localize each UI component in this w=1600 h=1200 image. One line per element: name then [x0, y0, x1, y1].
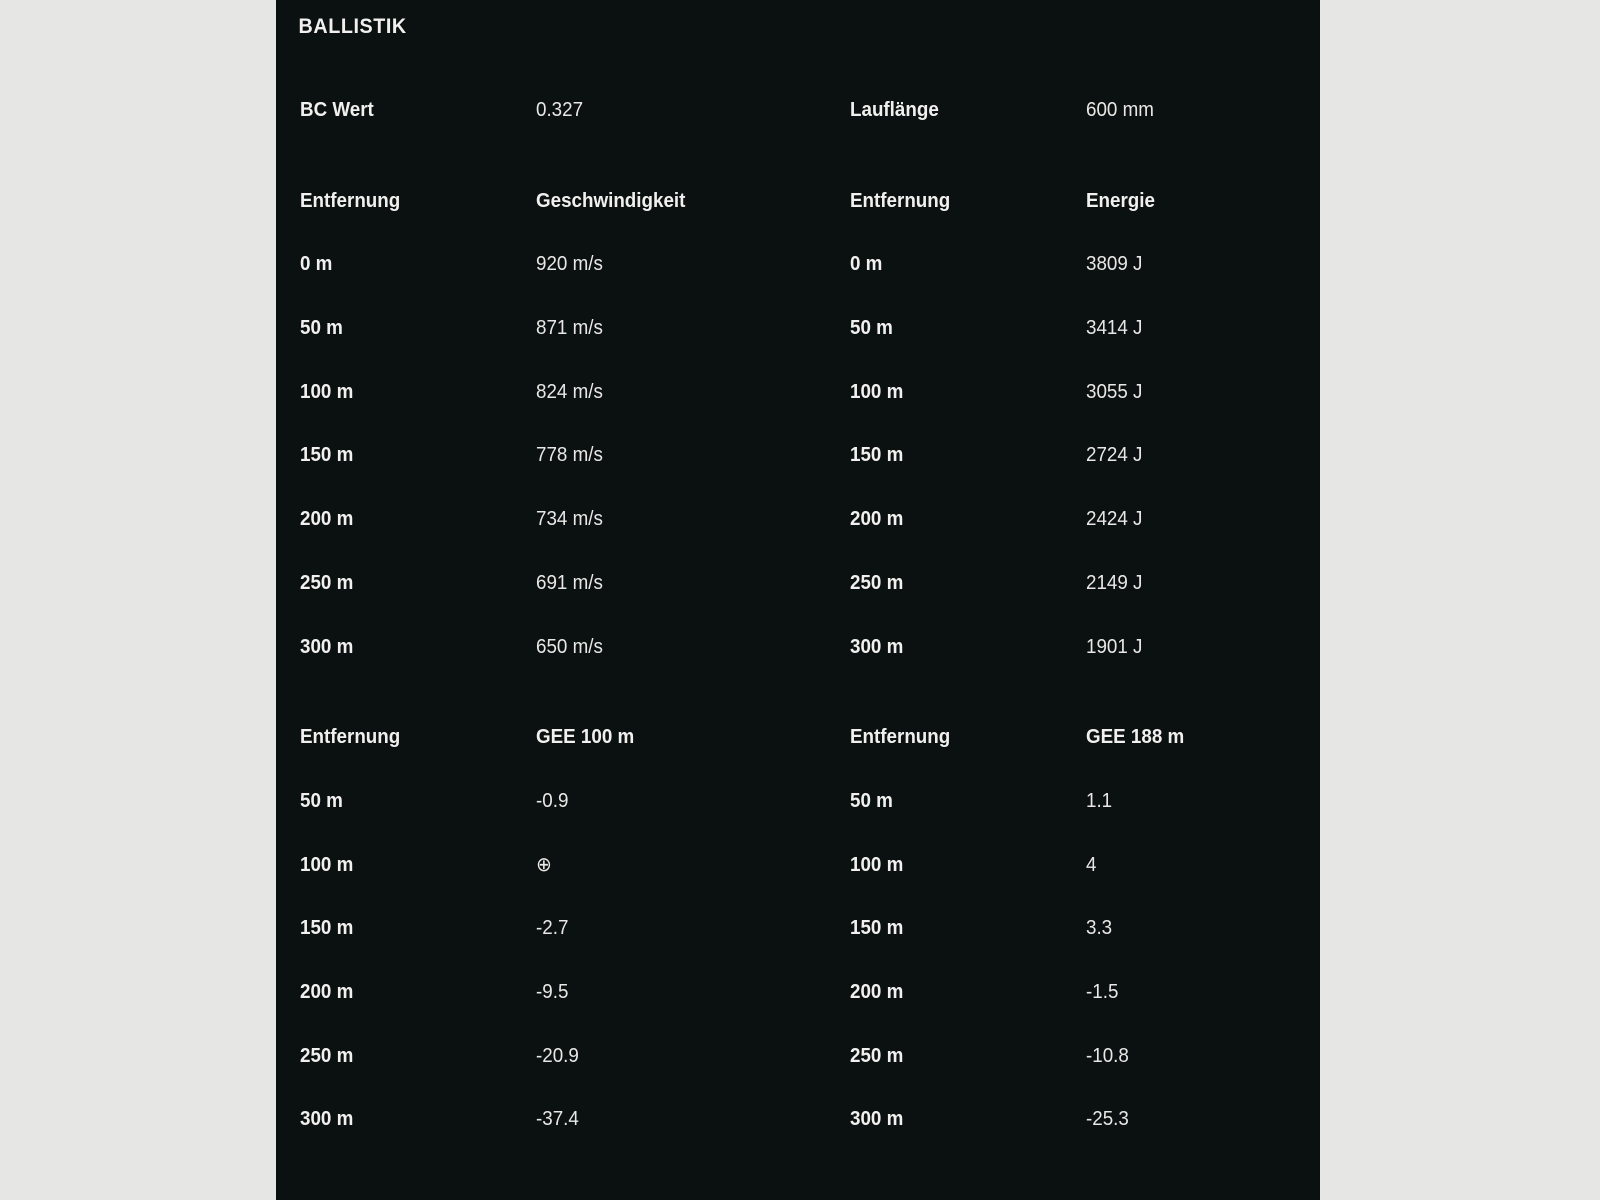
distance-cell: 200 m: [850, 980, 904, 1003]
gee100-cell: -20.9: [536, 1044, 579, 1067]
col-header-entfernung: Entfernung: [300, 726, 401, 749]
distance-cell: 0 m: [850, 253, 883, 276]
distance-cell: 100 m: [300, 853, 354, 876]
gee188-cell: -1.5: [1086, 980, 1119, 1003]
distance-cell: 150 m: [300, 917, 354, 940]
col-header-entfernung: Entfernung: [850, 726, 951, 749]
distance-cell: 200 m: [300, 508, 354, 531]
distance-cell: 150 m: [850, 917, 904, 940]
energy-cell: 1901 J: [1086, 635, 1143, 658]
zero-point-icon: ⊕: [536, 853, 552, 876]
gee-band: [276, 706, 1320, 1152]
gee100-cell: -2.7: [536, 917, 569, 940]
distance-cell: 100 m: [850, 853, 904, 876]
gee188-cell: -10.8: [1086, 1044, 1129, 1067]
distance-cell: 100 m: [300, 380, 354, 403]
info-value-bc-wert: 0.327: [536, 99, 584, 121]
col-header-entfernung: Entfernung: [850, 189, 951, 212]
gee100-cell: -0.9: [536, 789, 569, 812]
distance-cell: 50 m: [300, 317, 343, 340]
velocity-cell: 824 m/s: [536, 380, 603, 403]
distance-cell: 50 m: [300, 789, 343, 812]
velocity-cell: 778 m/s: [536, 444, 603, 467]
col-header-energie: Energie: [1086, 189, 1155, 212]
velocity-cell: 871 m/s: [536, 317, 603, 340]
col-header-gee-100: GEE 100 m: [536, 726, 635, 749]
gee188-cell: -25.3: [1086, 1108, 1129, 1131]
gee188-cell: 1.1: [1086, 789, 1113, 812]
energy-cell: 3055 J: [1086, 380, 1143, 403]
info-value-lauflaenge: 600 mm: [1086, 99, 1154, 121]
distance-cell: 300 m: [850, 1108, 904, 1131]
energy-cell: 3414 J: [1086, 317, 1143, 340]
info-label-lauflaenge: Lauflänge: [850, 99, 939, 121]
distance-cell: 100 m: [850, 380, 904, 403]
energy-cell: 2149 J: [1086, 571, 1143, 594]
distance-cell: 200 m: [850, 508, 904, 531]
gee100-cell: -37.4: [536, 1108, 579, 1131]
col-header-gee-188: GEE 188 m: [1086, 726, 1185, 749]
gee100-cell: -9.5: [536, 980, 569, 1003]
panel-title: BALLISTIK: [298, 15, 407, 38]
velocity-cell: 734 m/s: [536, 508, 603, 531]
velocity-cell: 920 m/s: [536, 253, 603, 276]
distance-cell: 0 m: [300, 253, 333, 276]
distance-cell: 250 m: [300, 1044, 354, 1067]
distance-cell: 300 m: [850, 635, 904, 658]
distance-cell: 300 m: [300, 1108, 354, 1131]
gee188-cell: 3.3: [1086, 917, 1113, 940]
col-header-geschwindigkeit: Geschwindigkeit: [536, 189, 686, 212]
distance-cell: 300 m: [300, 635, 354, 658]
distance-cell: 150 m: [850, 444, 904, 467]
energy-cell: 2724 J: [1086, 444, 1143, 467]
velocity-cell: 691 m/s: [536, 571, 603, 594]
gee188-cell: 4: [1086, 853, 1097, 876]
distance-cell: 250 m: [300, 571, 354, 594]
velocity-cell: 650 m/s: [536, 635, 603, 658]
distance-cell: 250 m: [850, 1044, 904, 1067]
distance-cell: 250 m: [850, 571, 904, 594]
info-label-bc-wert: BC Wert: [300, 99, 374, 121]
distance-cell: 50 m: [850, 789, 893, 812]
energy-cell: 2424 J: [1086, 508, 1143, 531]
col-header-entfernung: Entfernung: [300, 189, 401, 212]
ballistik-panel: [276, 0, 1320, 1200]
energy-cell: 3809 J: [1086, 253, 1143, 276]
info-band: [276, 79, 1320, 143]
velocity-energy-band: [276, 170, 1320, 680]
distance-cell: 50 m: [850, 317, 893, 340]
distance-cell: 200 m: [300, 980, 354, 1003]
distance-cell: 150 m: [300, 444, 354, 467]
